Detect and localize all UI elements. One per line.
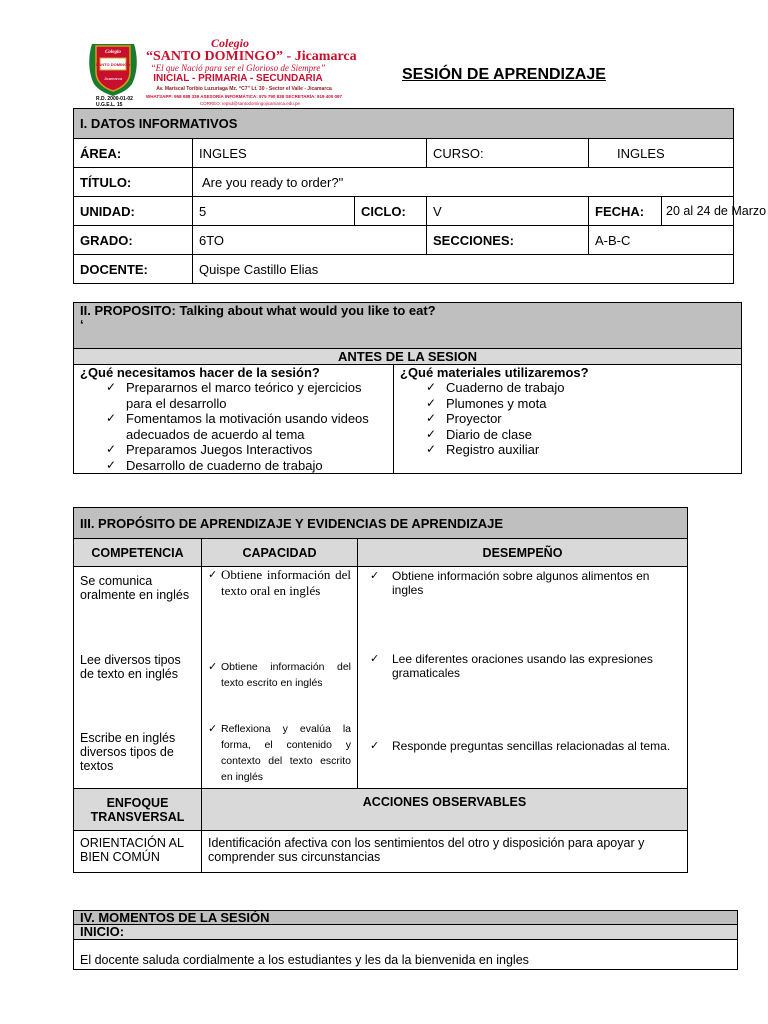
school-registration [96, 96, 146, 108]
evidencias-table [73, 507, 688, 873]
capacidad-2 [208, 659, 351, 721]
crest-text-place: Jicamarca [103, 76, 123, 81]
fecha-label: FECHA: [589, 197, 662, 226]
unidad-label: UNIDAD: [74, 197, 193, 226]
secciones-value: A-B-C [589, 226, 734, 255]
check-icon: ✓ [370, 653, 380, 665]
proposito-title: II. PROPOSITO: Talking about what would you like to eat? [80, 303, 436, 318]
orientacion-label: ORIENTACIÓN AL BIEN COMÚN [74, 831, 202, 873]
competencia-2: Lee diversos tipos de texto en inglés [80, 653, 181, 681]
desempeno-3-text: Responde preguntas sencillas relacionadas al tema. [392, 739, 671, 753]
grado-label: GRADO: [74, 226, 193, 255]
section3-heading: III. PROPÓSITO DE APRENDIZAJE Y EVIDENCIAS DE APRENDIZAJE [74, 508, 688, 539]
col-desempeno: DESEMPEÑO [358, 539, 688, 567]
crest-text-colegio: Colegio [105, 50, 121, 55]
inicio-text: El docente saluda cordialmente a los estudiantes y les da la bienvenida en ingles [74, 940, 738, 970]
school-phones: WHATSAPP: 958 088 339 ASESORÍA INFORMÁTICA: 975 790 838 SECRETARÍA: 919 400 097 [145, 94, 343, 99]
capacidad-2-text: Obtiene información del texto escrito en inglés [221, 661, 351, 689]
fecha-value: 20 al 24 de Marzo [662, 197, 734, 226]
school-name: “SANTO DOMINGO” - Jicamarca [146, 49, 357, 64]
list-item: ✓ Proyector [400, 411, 735, 427]
list-item: ✓ Prepararnos el marco teórico y ejercicios para el desarrollo [80, 380, 387, 411]
school-address: Av. Mariscal Toribio Luzuriaga Mz. “C7” Lt. 30 - Sector el Valle - Jicamarca [156, 86, 332, 92]
school-motto: “El que Nació para ser el Glorioso de Siempre” [150, 63, 326, 73]
unidad-value: 5 [193, 197, 355, 226]
competencia-3: Escribe en inglés diversos tipos de textos [80, 731, 176, 773]
necesitamos-cell [74, 365, 394, 474]
docente-label: DOCENTE: [74, 255, 193, 284]
list-item: ✓ Diario de clase [400, 427, 735, 443]
rd-number: R.D. 2000-01-02 [96, 96, 133, 102]
materiales-cell [394, 365, 742, 474]
capacidad-3-text: Reflexiona y evalúa la forma, el contenido y contexto del texto escrito en inglés [221, 723, 351, 783]
proposito-table [73, 302, 742, 474]
grado-value: 6TO [193, 226, 427, 255]
ciclo-label: CICLO: [355, 197, 427, 226]
desempeno-2-text: Lee diferentes oraciones usando las expresiones gramaticales [392, 652, 653, 680]
capacidad-1 [208, 567, 351, 659]
section4-heading: IV. MOMENTOS DE LA SESIÓN [74, 911, 738, 925]
capacidades-cell [202, 567, 358, 789]
proposito-mark: ‘ [80, 317, 84, 332]
school-crest-logo [86, 36, 140, 96]
capacidad-3 [208, 721, 351, 785]
check-icon: ✓ [208, 661, 218, 673]
desempeno-1 [364, 569, 681, 652]
col-competencia: COMPETENCIA [74, 539, 202, 567]
desempenos-cell [358, 567, 688, 789]
ciclo-value: V [427, 197, 589, 226]
competencia-1: Se comunica oralmente en inglés [80, 574, 190, 602]
titulo-label: TÍTULO: [74, 168, 193, 197]
school-email: CORREO: iepsd@santodomingojicamarca.edu.pe [199, 101, 301, 106]
list-item: ✓ Plumones y mota [400, 396, 735, 412]
secciones-label: SECCIONES: [427, 226, 589, 255]
crest-text-name: SANTO DOMINGO [95, 62, 131, 67]
enfoque-label: ENFOQUE TRANSVERSAL [74, 789, 202, 831]
momentos-table [73, 910, 738, 970]
list-item: ✓ Cuaderno de trabajo [400, 380, 735, 396]
list-item: ✓ Preparamos Juegos Interactivos [80, 442, 387, 458]
school-levels: INICIAL - PRIMARIA - SECUNDARIA [153, 73, 323, 84]
capacidad-1-text: Obtiene información del texto oral en inglés [221, 567, 351, 598]
antes-heading: ANTES DE LA SESION [74, 349, 742, 365]
acciones-label: ACCIONES OBSERVABLES [202, 789, 688, 831]
datos-informativos-table [73, 108, 767, 284]
document-title: SESIÓN DE APRENDIZAJE [402, 66, 606, 83]
ugel-number: U.G.E.L. 15 [96, 102, 123, 108]
necesitamos-heading: ¿Qué necesitamos hacer de la sesión? [80, 365, 320, 380]
section1-heading: I. DATOS INFORMATIVOS [74, 109, 734, 139]
check-icon: ✓ [370, 570, 380, 582]
section2-heading [74, 303, 742, 349]
curso-value: INGLES [589, 139, 734, 168]
necesitamos-list [80, 380, 387, 473]
area-value: INGLES [193, 139, 427, 168]
desempeno-3 [364, 739, 681, 753]
inicio-label: INICIO: [74, 925, 738, 940]
area-label: ÁREA: [74, 139, 193, 168]
list-item: ✓ Fomentamos la motivación usando videos adecuados de acuerdo al tema [80, 411, 387, 442]
check-icon: ✓ [208, 569, 218, 581]
orientacion-description: Identificación afectiva con los sentimientos del otro y disposición para apoyar y comprender sus circunstancias [202, 831, 688, 873]
desempeno-1-text: Obtiene información sobre algunos alimentos en ingles [392, 569, 650, 597]
materiales-heading: ¿Qué materiales utilizaremos? [400, 365, 589, 380]
curso-label: CURSO: [427, 139, 589, 168]
school-label: Colegio [211, 36, 249, 50]
col-capacidad: CAPACIDAD [202, 539, 358, 567]
competencias-cell [74, 567, 202, 789]
docente-value: Quispe Castillo Elias [193, 255, 734, 284]
materiales-list [400, 380, 735, 458]
list-item: ✓ Registro auxiliar [400, 442, 735, 458]
titulo-value: Are you ready to order?" [193, 168, 734, 197]
desempeno-2 [364, 652, 681, 739]
list-item: ✓ Desarrollo de cuaderno de trabajo [80, 458, 387, 474]
check-icon: ✓ [208, 723, 218, 735]
check-icon: ✓ [370, 740, 380, 752]
